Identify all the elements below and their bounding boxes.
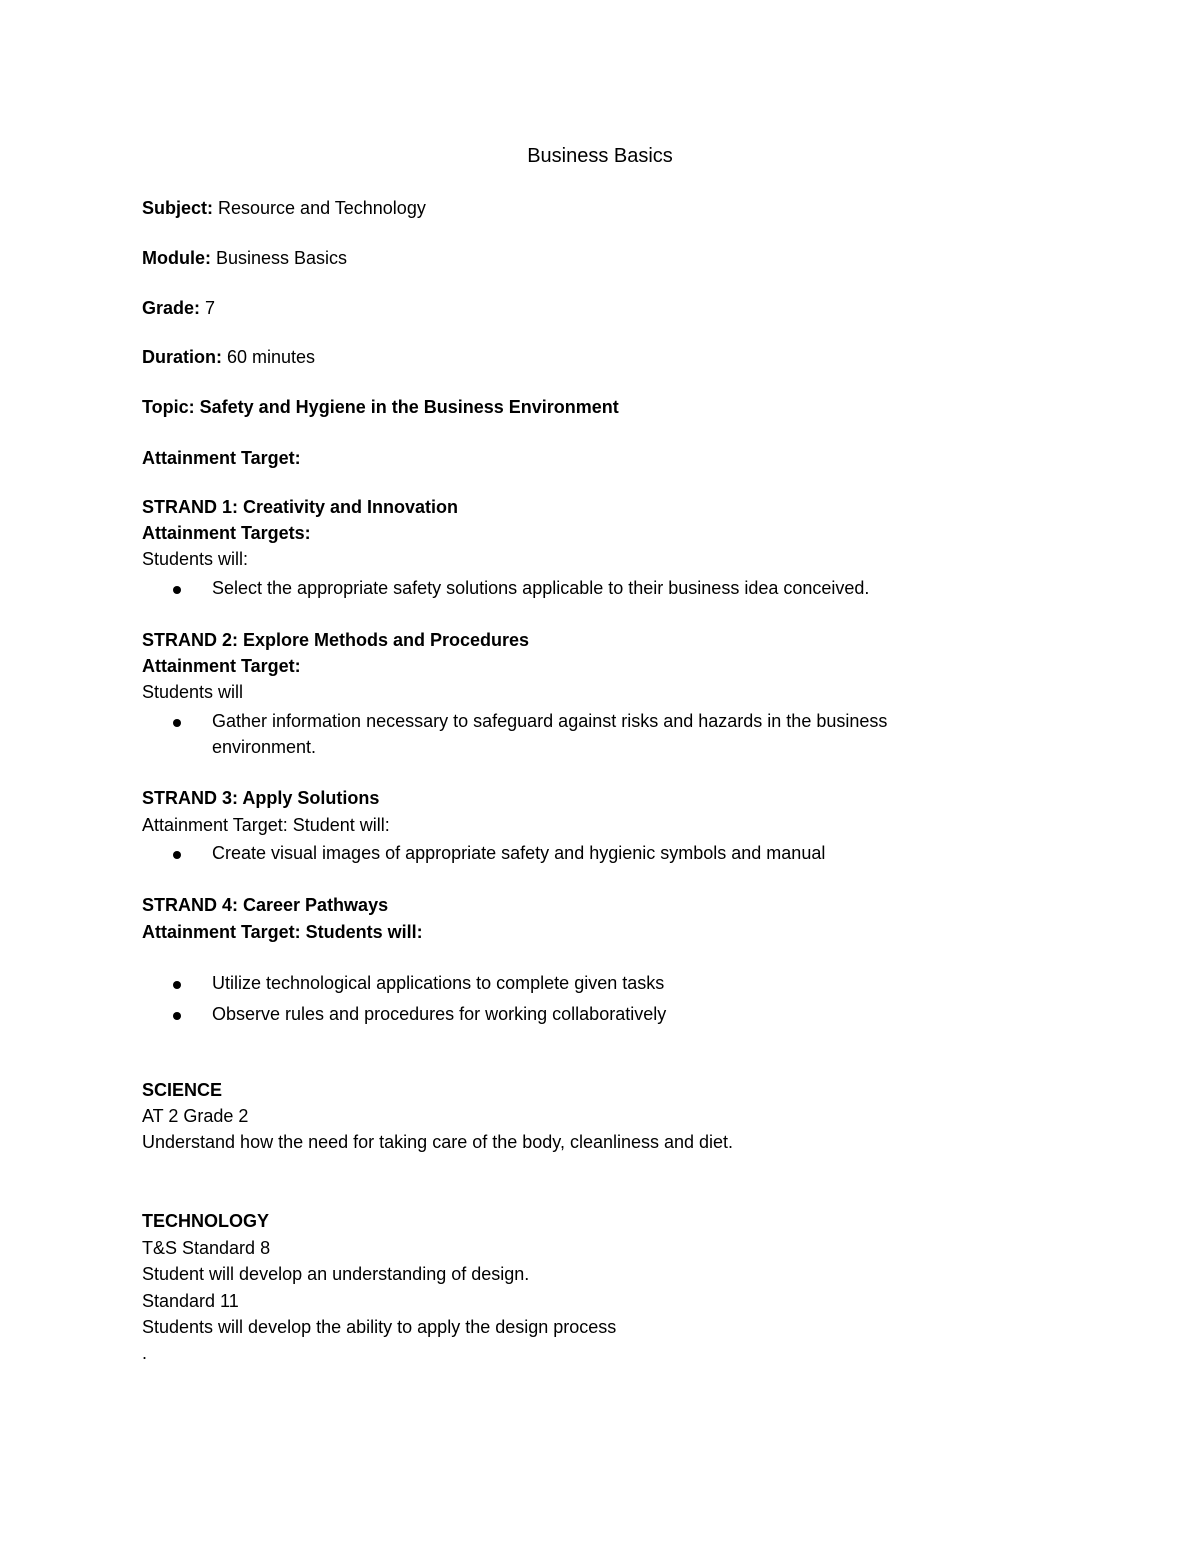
strand4-subheading: Attainment Target: Students will:	[142, 922, 423, 942]
attainment-target-heading: Attainment Target:	[142, 448, 301, 468]
strand3-intro: Attainment Target: Student will:	[142, 815, 390, 835]
subject-label: Subject:	[142, 198, 214, 218]
strand1-intro: Students will:	[142, 549, 249, 569]
technology-line: T&S Standard 8	[142, 1238, 271, 1258]
bullet-icon	[173, 981, 181, 989]
bullet-icon	[173, 719, 181, 727]
grade-field	[142, 295, 215, 321]
strand2-subheading: Attainment Target:	[142, 656, 301, 676]
module-field	[142, 245, 347, 271]
bullet-text: Utilize technological applications to complete given tasks	[212, 973, 665, 993]
science-line: Understand how the need for taking care of the body, cleanliness and diet.	[142, 1132, 734, 1152]
science-heading: SCIENCE	[142, 1080, 223, 1100]
technology-line: .	[142, 1343, 148, 1363]
duration-field	[142, 344, 315, 370]
topic-heading: Topic: Safety and Hygiene in the Business Environment	[142, 397, 619, 417]
bullet-icon	[173, 586, 181, 594]
module-value: Business Basics	[211, 248, 348, 268]
subject-value: Resource and Technology	[213, 198, 426, 218]
grade-label: Grade:	[142, 298, 201, 318]
duration-value: 60 minutes	[222, 347, 316, 367]
subject-field	[142, 195, 426, 221]
technology-line: Standard 11	[142, 1291, 239, 1311]
bullet-text: Gather information necessary to safeguard against risks and hazards in the business environment.	[212, 711, 888, 757]
strand4-heading: STRAND 4: Career Pathways	[142, 895, 389, 915]
bullet-icon	[173, 1012, 181, 1020]
technology-line: Student will develop an understanding of design.	[142, 1264, 530, 1284]
grade-value: 7	[200, 298, 216, 318]
strand2-intro: Students will	[142, 682, 244, 702]
bullet-icon	[173, 851, 181, 859]
technology-heading: TECHNOLOGY	[142, 1211, 270, 1231]
strand2-heading: STRAND 2: Explore Methods and Procedures	[142, 630, 530, 650]
technology-line: Students will develop the ability to apply the design process	[142, 1317, 617, 1337]
strand3-heading: STRAND 3: Apply Solutions	[142, 788, 380, 808]
document-title: Business Basics	[527, 145, 673, 167]
bullet-text: Select the appropriate safety solutions applicable to their business idea conceived.	[212, 578, 870, 598]
strand1-heading: STRAND 1: Creativity and Innovation	[142, 497, 459, 517]
science-line: AT 2 Grade 2	[142, 1106, 249, 1126]
duration-label: Duration:	[142, 347, 222, 367]
bullet-text: Observe rules and procedures for working collaboratively	[212, 1004, 667, 1024]
bullet-text: Create visual images of appropriate safety and hygienic symbols and manual	[212, 843, 826, 863]
strand1-subheading: Attainment Targets:	[142, 523, 311, 543]
module-label: Module:	[142, 248, 211, 268]
